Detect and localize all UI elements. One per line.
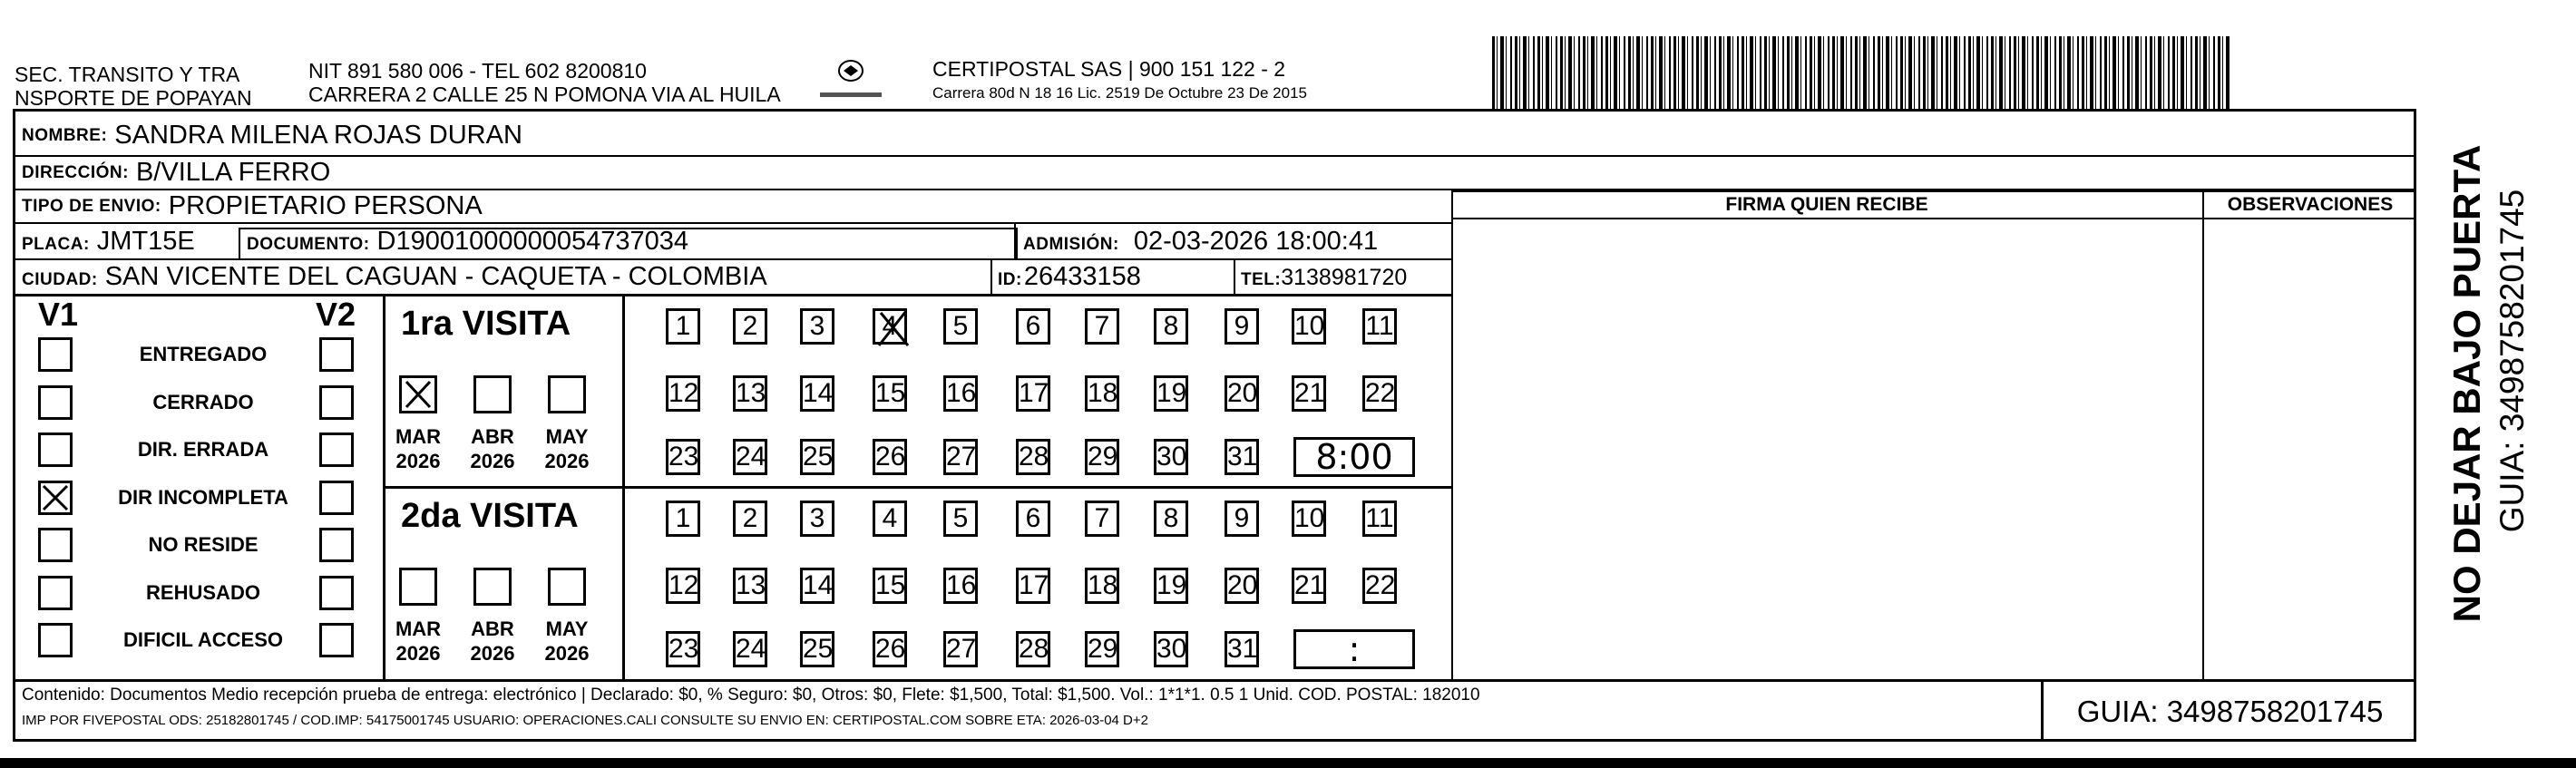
day-checkbox[interactable] (1016, 375, 1050, 412)
day-checkbox[interactable] (666, 439, 700, 475)
status-label: DIR. ERRADA (137, 438, 269, 461)
x-mark-icon (402, 378, 434, 411)
day-checkbox[interactable] (1225, 439, 1259, 475)
footer-imp: IMP POR FIVEPOSTAL ODS: 25182801745 / COD.IMP: 54175001745 USUARIO: OPERACIONES.CALI CONSULTE SU ENVIO EN: CERTIPOSTAL.COM SOBRE ETA: 2026-03-04 D+2 (22, 713, 1148, 728)
day-checkbox[interactable] (1154, 308, 1188, 345)
month-checkbox[interactable] (548, 375, 586, 413)
sender-name-line1: SEC. TRANSITO Y TRA (15, 63, 240, 86)
day-checkbox[interactable] (733, 501, 767, 537)
courier-license: Carrera 80d N 18 16 Lic. 2519 De Octubre 23 De 2015 (932, 84, 1307, 102)
v2-header: V2 (316, 296, 356, 333)
tel-field (1241, 265, 1407, 291)
day-checkbox[interactable] (733, 568, 767, 604)
day-checkbox[interactable] (1154, 439, 1188, 475)
day-number: 10 (1294, 311, 1325, 341)
month-checkbox[interactable] (399, 375, 437, 413)
day-number: 30 (1156, 442, 1187, 471)
day-number: 5 (952, 503, 969, 533)
day-checkbox[interactable] (1362, 501, 1397, 537)
day-checkbox[interactable] (800, 631, 834, 667)
day-checkbox[interactable] (800, 375, 834, 412)
day-number: 15 (875, 378, 906, 408)
x-mark-icon (872, 306, 913, 351)
day-checkbox[interactable] (1225, 568, 1259, 604)
month-name: MAR (395, 425, 442, 448)
day-checkbox[interactable] (800, 439, 834, 475)
tipo-row (13, 190, 1451, 224)
direccion-value: B/VILLA FERRO (135, 158, 331, 187)
day-number: 2 (742, 311, 758, 341)
ciudad-value: SAN VICENTE DEL CAGUAN - CAQUETA - COLOMBIA (104, 262, 767, 291)
month-name: MAR (395, 617, 442, 640)
day-checkbox[interactable] (1225, 375, 1259, 412)
day-number: 21 (1294, 378, 1325, 408)
day-number: 25 (803, 634, 834, 664)
day-checkbox[interactable] (873, 501, 907, 537)
firma-header: FIRMA QUIEN RECIBE (1725, 194, 1928, 215)
day-checkbox[interactable] (943, 439, 978, 475)
day-checkbox[interactable] (943, 375, 978, 412)
day-number: 11 (1365, 311, 1394, 341)
day-number: 1 (675, 503, 691, 533)
day-checkbox[interactable] (733, 308, 767, 345)
day-number: 9 (1234, 503, 1250, 533)
v1-checkbox[interactable] (38, 576, 73, 610)
day-checkbox[interactable] (1154, 631, 1188, 667)
tipo-value: PROPIETARIO PERSONA (168, 191, 483, 220)
ciudad-field (22, 262, 767, 292)
day-checkbox[interactable] (1154, 375, 1188, 412)
day-checkbox[interactable] (873, 439, 907, 475)
day-checkbox[interactable] (943, 568, 978, 604)
day-number: 7 (1094, 503, 1110, 533)
status-label: DIR INCOMPLETA (118, 486, 288, 509)
day-number: 19 (1156, 570, 1187, 600)
day-number: 14 (803, 570, 834, 600)
day-number: 20 (1227, 378, 1258, 408)
month-name: MAY (545, 617, 589, 640)
observaciones-area[interactable] (2204, 219, 2416, 680)
day-number: 18 (1088, 378, 1118, 408)
month-year: 2026 (395, 450, 441, 472)
day-number: 6 (1025, 311, 1041, 341)
day-number: 11 (1365, 503, 1394, 533)
placa-field (22, 227, 195, 257)
day-number: 23 (668, 634, 699, 664)
footer-guia: GUIA: 3498758201745 (2076, 695, 2384, 728)
day-number: 27 (946, 634, 977, 664)
day-checkbox[interactable] (800, 568, 834, 604)
courier-name: CERTIPOSTAL SAS | 900 151 122 - 2 (932, 57, 1286, 81)
day-checkbox[interactable] (1292, 568, 1326, 604)
day-checkbox[interactable] (1085, 308, 1119, 345)
day-checkbox[interactable] (733, 375, 767, 412)
v2-checkbox[interactable] (319, 337, 354, 372)
sender-name-line2: NSPORTE DE POPAYAN (15, 86, 252, 110)
sender-nit: NIT 891 580 006 - TEL 602 8200810 (308, 59, 647, 83)
day-number: 5 (952, 311, 969, 341)
month-label (461, 617, 524, 666)
v2-checkbox[interactable] (319, 433, 354, 467)
day-checkbox[interactable] (1016, 568, 1050, 604)
day-checkbox[interactable] (1085, 631, 1119, 667)
day-number: 28 (1019, 634, 1049, 664)
sender-address: CARRERA 2 CALLE 25 N POMONA VIA AL HUILA (308, 83, 781, 106)
day-number: 12 (668, 570, 699, 600)
status-label: DIFICIL ACCESO (122, 628, 283, 651)
day-checkbox[interactable] (873, 631, 907, 667)
month-year: 2026 (544, 450, 590, 472)
admision-field (1023, 227, 1378, 257)
direccion-label: DIRECCIÓN: (22, 162, 129, 182)
day-number: 18 (1088, 570, 1118, 600)
day-number: 6 (1025, 503, 1041, 533)
day-number: 27 (946, 442, 977, 471)
day-number: 26 (875, 634, 906, 664)
x-mark-icon (41, 483, 70, 512)
month-label (535, 424, 599, 473)
nombre-label: NOMBRE: (22, 125, 108, 145)
day-checkbox[interactable] (1225, 501, 1259, 537)
day-number: 4 (882, 503, 898, 533)
month-name: MAY (545, 425, 589, 448)
v1-checkbox[interactable] (38, 623, 73, 657)
time-field[interactable]: 8:00 (1293, 437, 1415, 477)
day-number: 23 (668, 442, 699, 471)
day-number: 8 (1163, 311, 1179, 341)
barcode-icon (1492, 36, 2231, 109)
day-number: 24 (736, 634, 766, 664)
day-number: 20 (1227, 570, 1258, 600)
observaciones-header: OBSERVACIONES (2227, 194, 2394, 215)
page-edge (0, 758, 2576, 768)
id-value: 26433158 (1023, 262, 1141, 291)
month-label (535, 617, 599, 666)
day-checkbox[interactable] (733, 631, 767, 667)
day-checkbox[interactable] (800, 308, 834, 345)
day-number: 9 (1234, 311, 1250, 341)
admision-divider (1014, 224, 1016, 258)
visit1-title: 1ra VISITA (401, 305, 571, 343)
day-checkbox[interactable] (943, 501, 978, 537)
day-number: 28 (1019, 442, 1049, 471)
day-number: 1 (675, 311, 691, 341)
month-label (386, 424, 450, 473)
v1-checkbox[interactable] (38, 433, 73, 467)
day-checkbox[interactable] (943, 308, 978, 345)
side-warning: NO DEJAR BAJO PUERTA (2445, 144, 2488, 623)
day-checkbox[interactable] (666, 375, 700, 412)
day-checkbox[interactable] (1016, 501, 1050, 537)
day-checkbox[interactable] (873, 375, 907, 412)
day-number: 29 (1088, 442, 1118, 471)
day-number: 8 (1163, 503, 1179, 533)
month-checkbox[interactable] (473, 568, 512, 606)
day-checkbox[interactable] (733, 439, 767, 475)
tel-divider (1234, 258, 1235, 294)
day-checkbox[interactable] (943, 631, 978, 667)
side-guia: GUIA: 3498758201745 (2493, 189, 2531, 533)
status-label: REHUSADO (146, 581, 260, 604)
day-checkbox[interactable] (1085, 501, 1119, 537)
day-number: 17 (1019, 378, 1049, 408)
day-checkbox[interactable] (873, 308, 907, 345)
v2-checkbox[interactable] (319, 385, 354, 420)
status-label: NO RESIDE (148, 533, 259, 556)
id-field (998, 262, 1141, 292)
nombre-value: SANDRA MILENA ROJAS DURAN (114, 121, 522, 150)
day-checkbox[interactable] (1154, 501, 1188, 537)
visits-separator (385, 486, 1451, 489)
day-number: 24 (736, 442, 766, 471)
day-number: 17 (1019, 570, 1049, 600)
day-number: 16 (946, 570, 977, 600)
month-name: ABR (471, 617, 514, 640)
day-checkbox[interactable] (1362, 375, 1397, 412)
day-checkbox[interactable] (1292, 308, 1326, 345)
day-number: 3 (809, 503, 825, 533)
v1-checkbox[interactable] (38, 528, 73, 562)
day-checkbox[interactable] (1085, 375, 1119, 412)
month-label (386, 617, 450, 666)
documento-field (247, 227, 688, 257)
documento-value: D19001000000054737034 (376, 227, 689, 256)
day-number: 15 (875, 570, 906, 600)
day-number: 26 (875, 442, 906, 471)
ciudad-label: CIUDAD: (22, 270, 98, 289)
day-number: 13 (736, 570, 766, 600)
postal-logo-icon (815, 51, 887, 105)
day-number: 14 (803, 378, 834, 408)
id-label: ID: (998, 270, 1022, 289)
day-checkbox[interactable] (873, 568, 907, 604)
day-checkbox[interactable] (800, 501, 834, 537)
day-number: 19 (1156, 378, 1187, 408)
month-year: 2026 (470, 642, 515, 665)
placa-label: PLACA: (22, 235, 90, 254)
day-checkbox[interactable] (1225, 631, 1259, 667)
day-number: 7 (1094, 311, 1110, 341)
month-checkbox[interactable] (548, 568, 586, 606)
day-checkbox[interactable] (666, 568, 700, 604)
admision-label: ADMISIÓN: (1023, 235, 1119, 254)
documento-label: DOCUMENTO: (247, 235, 370, 254)
day-number: 31 (1227, 634, 1258, 664)
v1-header: V1 (38, 296, 79, 333)
day-number: 21 (1294, 570, 1325, 600)
admision-value: 02-03-2026 18:00:41 (1133, 227, 1379, 256)
day-checkbox[interactable] (1016, 308, 1050, 345)
day-number: 13 (736, 378, 766, 408)
day-number: 25 (803, 442, 834, 471)
nombre-row (13, 116, 2416, 157)
day-checkbox[interactable] (1085, 568, 1119, 604)
day-checkbox[interactable] (1225, 308, 1259, 345)
month-label (461, 424, 524, 473)
v2-checkbox[interactable] (319, 528, 354, 562)
month-checkbox[interactable] (399, 568, 437, 606)
status-label: CERRADO (152, 391, 254, 413)
day-checkbox[interactable] (1016, 631, 1050, 667)
day-number: 3 (809, 311, 825, 341)
day-number: 16 (946, 378, 977, 408)
day-number: 2 (742, 503, 758, 533)
tel-value: 3138981720 (1281, 265, 1408, 290)
day-checkbox[interactable] (666, 501, 700, 537)
v2-checkbox[interactable] (319, 623, 354, 657)
placa-value: JMT15E (96, 227, 195, 256)
day-checkbox[interactable] (1292, 375, 1326, 412)
day-checkbox[interactable] (1154, 568, 1188, 604)
month-name: ABR (471, 425, 514, 448)
tel-label: TEL: (1241, 270, 1282, 289)
visit2-title: 2da VISITA (401, 497, 579, 535)
month-year: 2026 (544, 642, 590, 665)
month-year: 2026 (470, 450, 515, 472)
day-checkbox[interactable] (1362, 308, 1397, 345)
firma-signature-area[interactable] (1453, 219, 2202, 680)
direccion-row (13, 157, 2416, 190)
v2-checkbox[interactable] (319, 576, 354, 610)
day-number: 22 (1365, 378, 1396, 408)
day-checkbox[interactable] (666, 308, 700, 345)
day-checkbox[interactable] (1016, 439, 1050, 475)
day-number: 10 (1294, 503, 1325, 533)
v1-checkbox[interactable] (38, 337, 73, 372)
time-field[interactable]: : (1293, 629, 1415, 669)
day-number: 22 (1365, 570, 1396, 600)
v1-checkbox[interactable] (38, 481, 73, 515)
status-label: ENTREGADO (139, 343, 268, 365)
tipo-label: TIPO DE ENVIO: (22, 196, 161, 216)
day-checkbox[interactable] (1085, 439, 1119, 475)
month-checkbox[interactable] (473, 375, 512, 413)
footer-contenido: Contenido: Documentos Medio recepción prueba de entrega: electrónico | Declarado: $0, % Seguro: $0, Otros: $0, Flete: $1,500, Total: $1,500. Vol.: 1*1*1. 0.5 1 Unid. COD. POSTAL: 182010 (22, 685, 1480, 705)
v1-checkbox[interactable] (38, 385, 73, 420)
v2-checkbox[interactable] (319, 481, 354, 515)
month-year: 2026 (395, 642, 441, 665)
day-number: 29 (1088, 634, 1118, 664)
day-checkbox[interactable] (1292, 501, 1326, 537)
day-checkbox[interactable] (666, 631, 700, 667)
day-number: 30 (1156, 634, 1187, 664)
id-divider (990, 258, 992, 294)
day-checkbox[interactable] (1362, 568, 1397, 604)
day-number: 4 (882, 311, 898, 341)
day-number: 31 (1227, 442, 1258, 471)
day-number: 12 (668, 378, 699, 408)
